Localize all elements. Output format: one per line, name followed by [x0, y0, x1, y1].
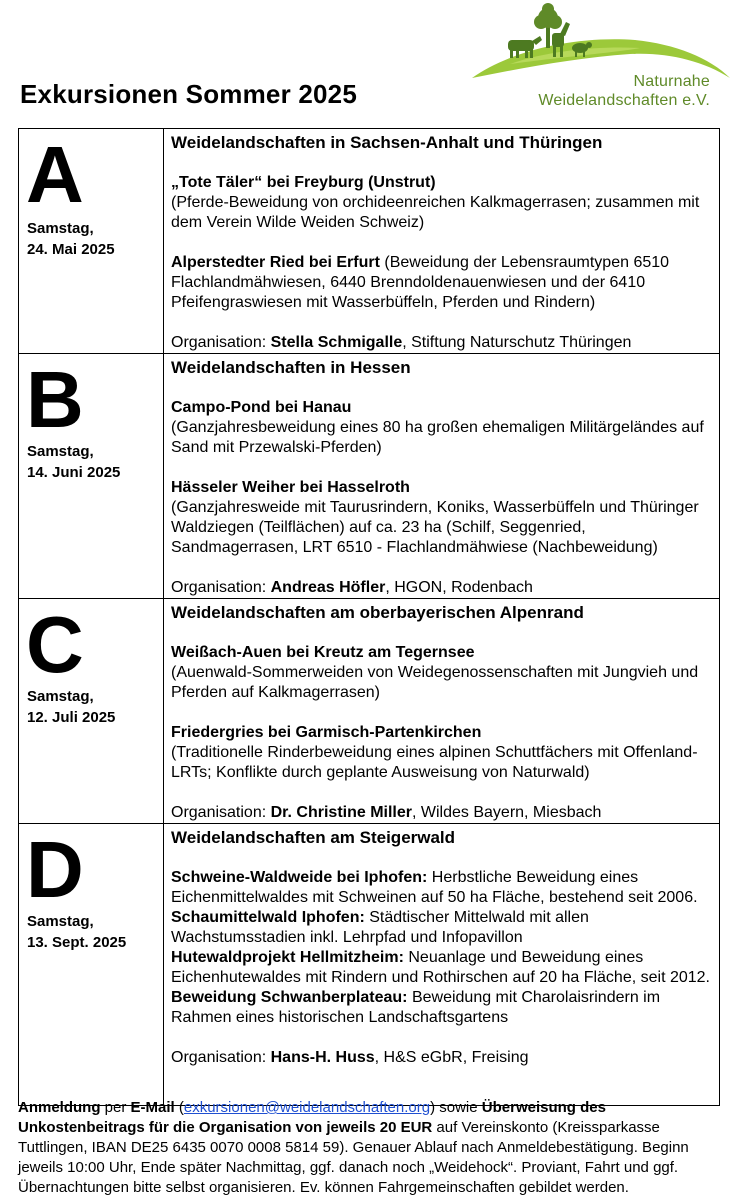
site-description: (Ganzjahresbeweidung eines 80 ha großen ehemaligen Militärgeländes auf Sand mit Przewalski-Pferden): [171, 419, 704, 456]
page-title: Exkursionen Sommer 2025: [20, 79, 357, 109]
excursion-date-cell: [19, 129, 164, 354]
excursion-date-cell: [19, 599, 164, 824]
excursion-row-b: [19, 354, 720, 599]
logo-text-line2: Weidelandschaften e.V.: [538, 92, 710, 109]
date-weekday: Samstag,: [27, 913, 94, 930]
site-name: Campo-Pond bei Hanau: [171, 399, 352, 416]
excursion-row-a: [19, 129, 720, 354]
site-description: Herbstliche Beweidung eines Eichenmittelwaldes mit Schweinen auf 50 ha Fläche, bestehend seit 2006.: [171, 869, 698, 906]
org-name: Dr. Christine Miller: [270, 804, 412, 821]
site-name: Hässeler Weiher bei Hasselroth: [171, 479, 410, 496]
site-entry: [171, 908, 713, 948]
excursion-date: [27, 911, 126, 953]
excursion-details-cell: [164, 129, 720, 354]
site-entry: [171, 988, 713, 1028]
excursion-date-cell: [19, 824, 164, 1106]
org-label: Organisation:: [171, 334, 267, 351]
date-weekday: Samstag,: [27, 220, 94, 237]
excursion-letter: A: [26, 130, 84, 219]
site-name: Beweidung Schwanberplateau:: [171, 989, 408, 1006]
excursion-date: [27, 686, 115, 728]
excursion-row-d: [19, 824, 720, 1106]
date-day: 24. Mai 2025: [27, 241, 115, 258]
org-label: Organisation:: [171, 579, 267, 596]
excursion-date-cell: [19, 354, 164, 599]
excursion-title: Weidelandschaften am oberbayerischen Alpenrand: [171, 603, 584, 622]
footer-text: ) sowie: [430, 1099, 482, 1116]
excursion-date: [27, 441, 120, 483]
excursion-row-c: [19, 599, 720, 824]
org-rest: , H&S eGbR, Freising: [374, 1049, 529, 1066]
site-name: Weißach-Auen bei Kreutz am Tegernsee: [171, 644, 475, 661]
email-link[interactable]: exkursionen@weidelandschaften.org: [183, 1099, 431, 1116]
excursion-details-cell: [164, 354, 720, 599]
payment-label: Überweisung des Unkostenbeitrags für die Organisation von jeweils 20 EUR: [18, 1099, 606, 1136]
site-description: (Ganzjahresweide mit Taurusrindern, Koniks, Wasserbüffeln und Thüringer Waldziegen (Teilflächen) auf ca. 23 ha (Schilf, Seggenried, Sandmagerrasen, LRT 6510 - Flachlandmähwiese (Nachbeweidung): [171, 499, 699, 556]
site-description: (Traditionelle Rinderbeweidung eines alpinen Schuttfächers mit Offenland-LRTs; Konflikte durch geplante Ausweisung von Naturwald): [171, 744, 698, 781]
site-entry: [171, 948, 713, 988]
site-description: (Auenwald-Sommerweiden von Weidegenossenschaften mit Jungvieh und Pferden auf Kalkmagerrasen): [171, 664, 699, 701]
organisation-line: [171, 333, 713, 353]
excursion-title: Weidelandschaften in Hessen: [171, 358, 411, 377]
site-entry: [171, 868, 713, 908]
org-label: Organisation:: [171, 804, 267, 821]
date-day: 12. Juli 2025: [27, 709, 116, 726]
logo-text-line1: Naturnahe: [633, 73, 710, 90]
org-name: Stella Schmigalle: [270, 334, 403, 351]
site-description: (Beweidung der Lebensraumtypen 6510 Flachlandmähwiesen, 6440 Brenndoldenauenwiesen und der 6410 Pfeifengraswiesen mit Wasserbüffeln, Pferden und Rindern): [171, 254, 670, 311]
site-name: Schweine-Waldweide bei Iphofen:: [171, 869, 428, 886]
registration-notes: [18, 1098, 723, 1198]
site-description: (Pferde-Beweidung von orchideenreichen Kalkmagerrasen; zusammen mit dem Verein Wilde Weiden Schweiz): [171, 194, 700, 231]
site-name: Hutewaldprojekt Hellmitzheim:: [171, 949, 404, 966]
excursion-details-cell: [164, 824, 720, 1106]
site-name: Alperstedter Ried bei Erfurt: [171, 254, 380, 271]
excursion-title: Weidelandschaften in Sachsen-Anhalt und Thüringen: [171, 133, 603, 152]
excursion-letter: B: [26, 355, 84, 444]
email-label: E-Mail: [130, 1099, 175, 1116]
date-day: 13. Sept. 2025: [27, 934, 127, 951]
date-weekday: Samstag,: [27, 688, 94, 705]
organisation-line: [171, 1048, 713, 1068]
registration-label: Anmeldung: [18, 1099, 101, 1116]
date-day: 14. Juni 2025: [27, 464, 121, 481]
excursion-details-cell: [164, 599, 720, 824]
excursion-letter: D: [26, 825, 84, 914]
org-rest: , Stiftung Naturschutz Thüringen: [402, 334, 632, 351]
org-label: Organisation:: [171, 1049, 267, 1066]
site-entry: [171, 253, 713, 313]
site-description: Städtischer Mittelwald mit allen Wachstumsstadien inkl. Lehrpfad und Infopavillon: [171, 909, 589, 946]
footer-text: auf Vereinskonto (Kreissparkasse Tuttlingen, IBAN DE25 6435 0070 0008 5814 59). Genauer Ablauf nach Anmeldebestätigung. Beginn jeweils 10:00 Uhr, Ende später Nachmittag, ggf. danach noch „Weidehock“. Proviant, Fahrt und ggf. Übernachtungen bitte selbst organisieren. Ev. können Fahrgemeinschaften gebildet werden.: [18, 1119, 689, 1196]
org-name: Hans-H. Huss: [270, 1049, 375, 1066]
footer-text: (: [174, 1099, 184, 1116]
organisation-line: [171, 578, 713, 598]
site-name: „Tote Täler“ bei Freyburg (Unstrut): [171, 174, 436, 191]
date-weekday: Samstag,: [27, 443, 94, 460]
excursions-table: [18, 128, 720, 1106]
excursion-title: Weidelandschaften am Steigerwald: [171, 828, 456, 847]
site-description: Neuanlage und Beweidung eines Eichenhutewaldes mit Rindern und Rothirschen auf 20 ha Fläche, seit 2012.: [171, 949, 710, 986]
site-description: Beweidung mit Charolaisrindern im Rahmen eines historischen Landschaftsgartens: [171, 989, 661, 1026]
organisation-line: [171, 803, 713, 823]
association-logo: [470, 0, 732, 112]
org-rest: , Wildes Bayern, Miesbach: [412, 804, 602, 821]
excursion-letter: C: [26, 600, 84, 689]
footer-text: per: [100, 1099, 131, 1116]
org-rest: , HGON, Rodenbach: [385, 579, 533, 596]
site-name: Schaumittelwald Iphofen:: [171, 909, 365, 926]
excursion-date: [27, 218, 115, 260]
org-name: Andreas Höfler: [270, 579, 386, 596]
site-name: Friedergries bei Garmisch-Partenkirchen: [171, 724, 482, 741]
